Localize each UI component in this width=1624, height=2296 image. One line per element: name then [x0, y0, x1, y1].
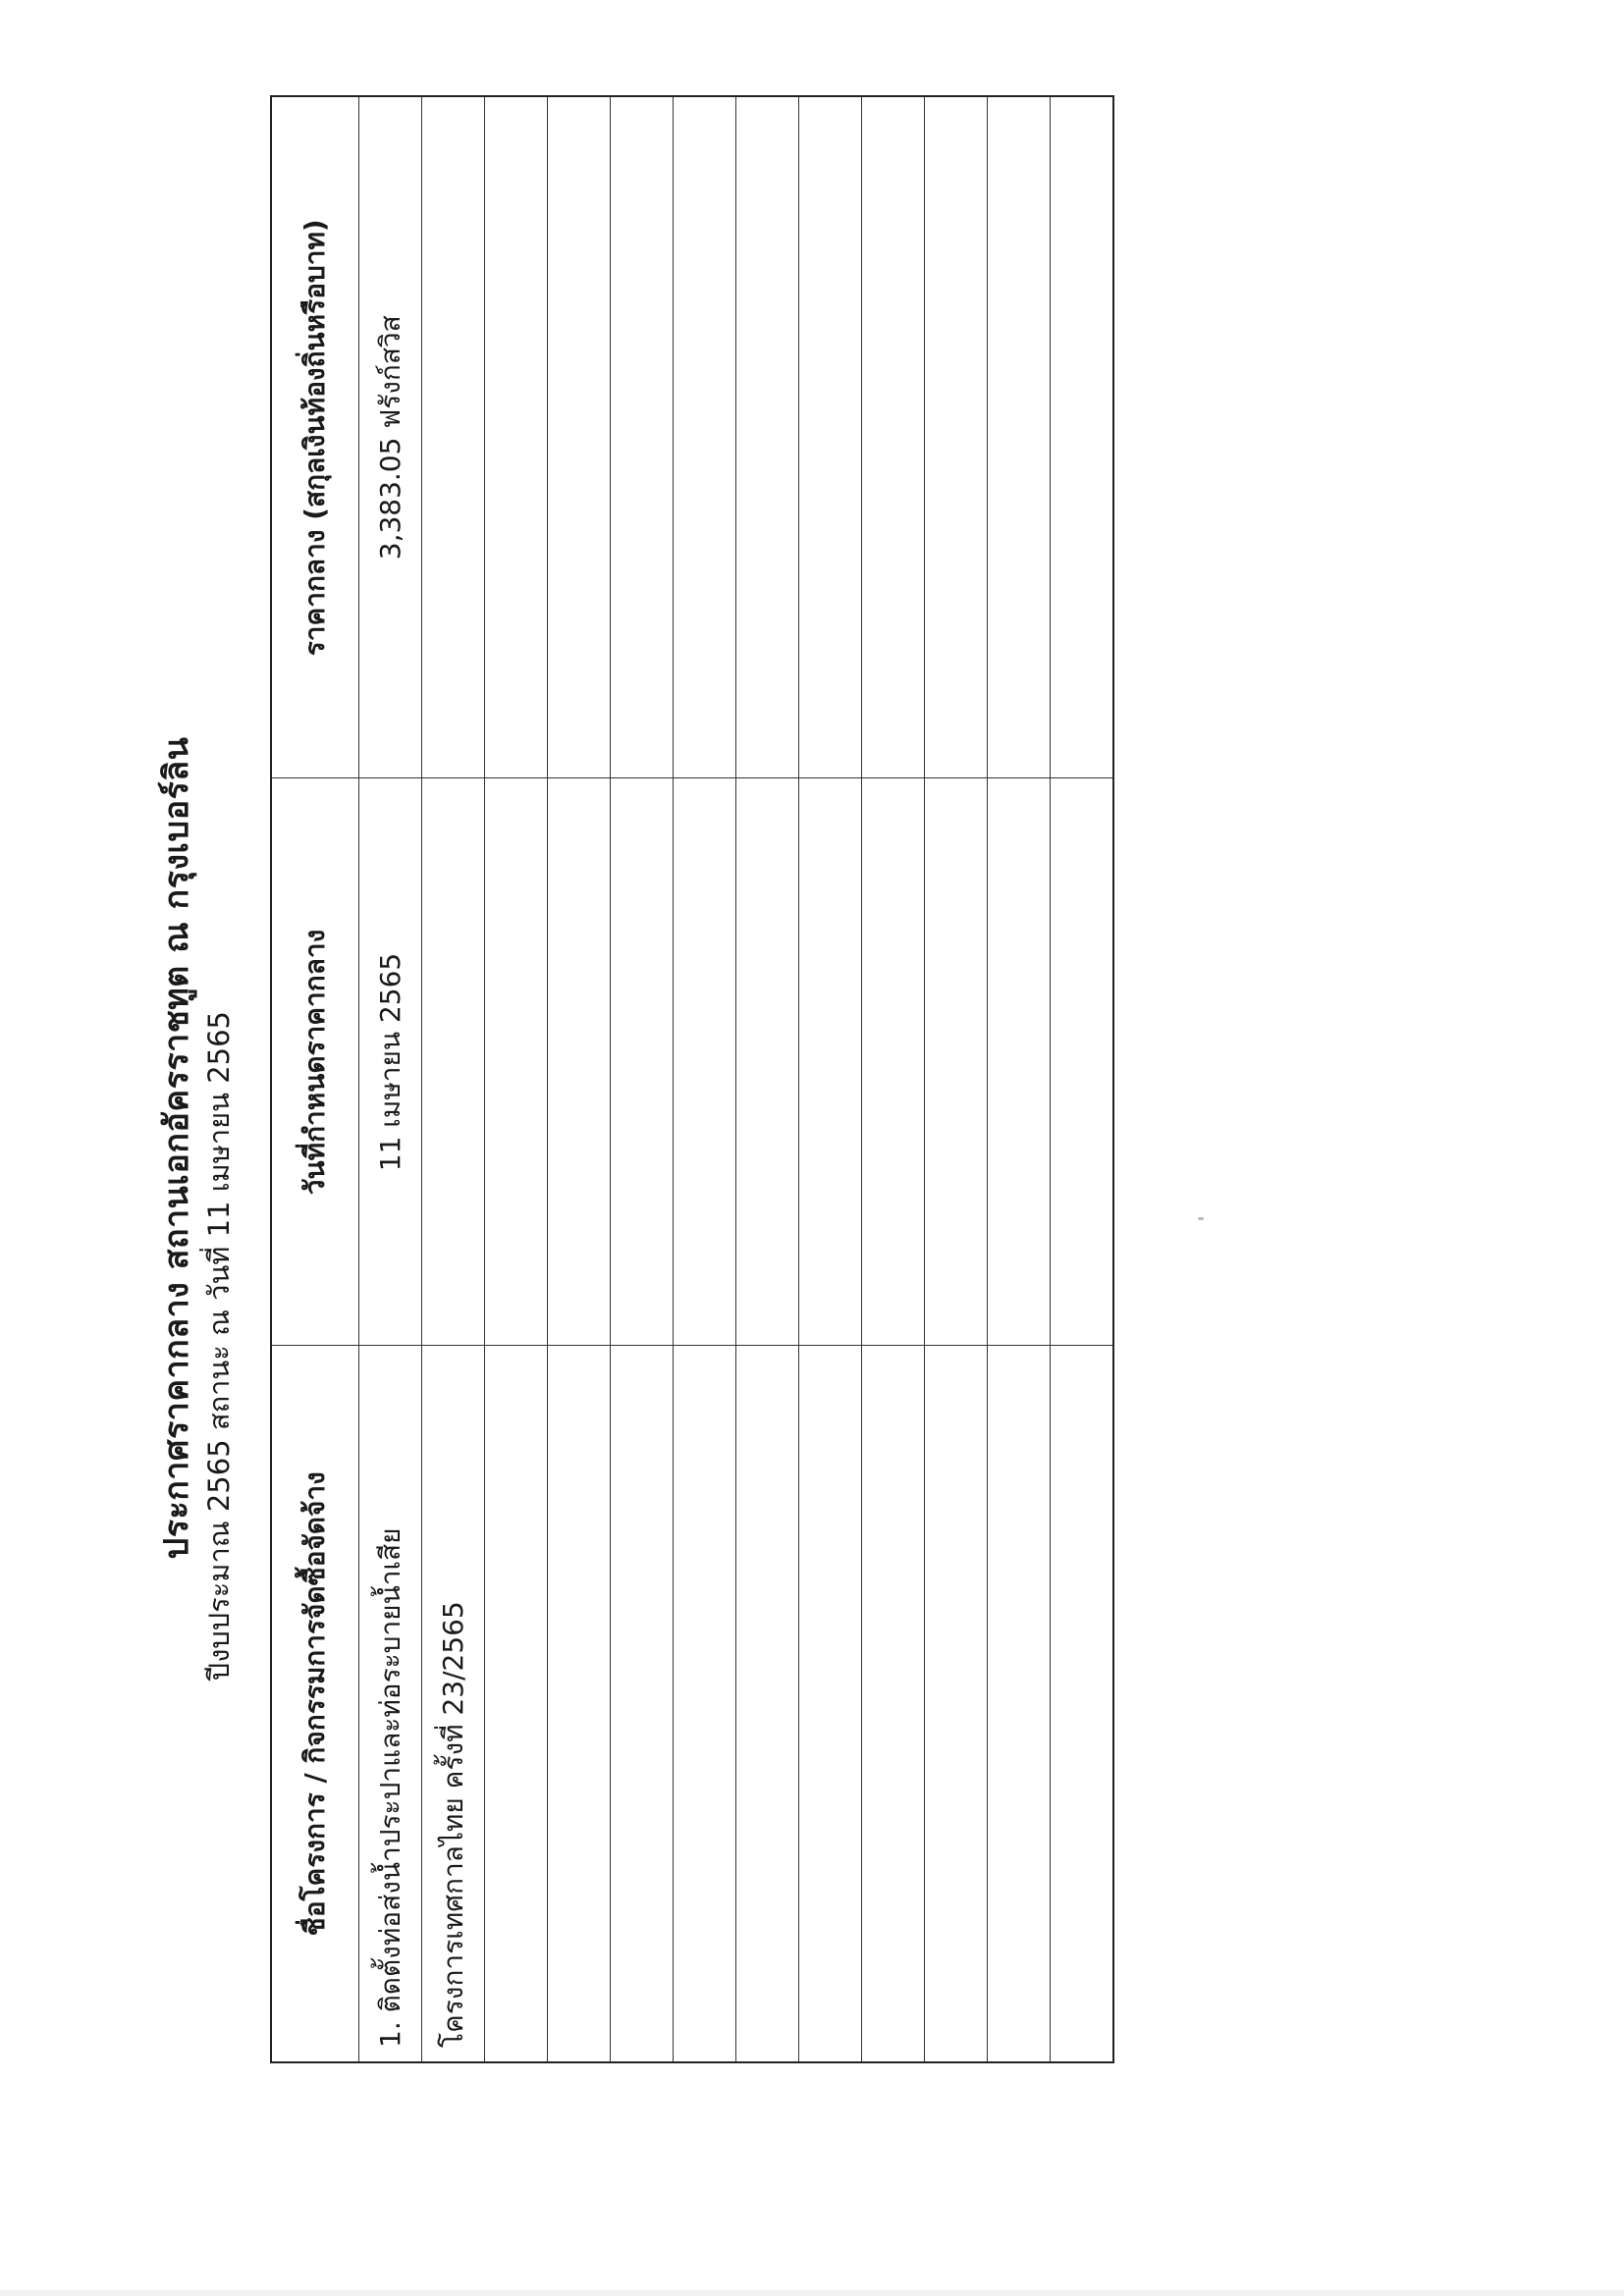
header-price-date: วันที่กำหนดราคากลาง [271, 778, 359, 1346]
cell-price [548, 96, 611, 778]
cell-price [799, 96, 862, 778]
fiscal-year-status: ปีงบประมาณ 2565 สถานะ ณ วันที่ 11 เมษายน 2565 [202, 1011, 236, 1682]
cell-project [548, 1346, 611, 2062]
table-row [1051, 96, 1114, 2062]
table-row [736, 96, 799, 2062]
cell-project [1051, 1346, 1114, 2062]
cell-project [925, 1346, 988, 2062]
document-title: ประกาศราคากลาง สถานเอกอัครราชทูต ณ กรุงเบอร์ลิน [157, 736, 196, 1560]
cell-price [736, 96, 799, 778]
table-row [422, 96, 485, 2062]
table-row [611, 96, 674, 2062]
cell-date [799, 778, 862, 1346]
cell-project [862, 1346, 925, 2062]
table-row [359, 96, 422, 2062]
cell-date [736, 778, 799, 1346]
cell-price [862, 96, 925, 778]
cell-project: โครงการเทศกาลไทย ครั้งที่ 23/2565 [422, 1346, 485, 2062]
header-project-name: ชื่อโครงการ / กิจกรรมการจัดซื้อจัดจ้าง [271, 1346, 359, 2062]
cell-price [485, 96, 548, 778]
cell-price [611, 96, 674, 778]
reference-price-table [270, 95, 1114, 2063]
cell-project [485, 1346, 548, 2062]
table-row [485, 96, 548, 2062]
table-row [988, 96, 1051, 2062]
cell-price [988, 96, 1051, 778]
cell-date [988, 778, 1051, 1346]
table-row [799, 96, 862, 2062]
cell-price [925, 96, 988, 778]
cell-date [485, 778, 548, 1346]
cell-price [1051, 96, 1114, 778]
table-row [862, 96, 925, 2062]
table-row [925, 96, 988, 2062]
cell-project: 1. ติดตั้งท่อส่งน้ำประปาและท่อระบายน้ำเสีย [359, 1346, 422, 2062]
cell-project [674, 1346, 736, 2062]
cell-date [674, 778, 736, 1346]
table-header-row [271, 96, 359, 2062]
cell-price: 3,383.05 ฟรังก์สวิส [359, 96, 422, 778]
table-row [548, 96, 611, 2062]
cell-date [1051, 778, 1114, 1346]
cell-project [988, 1346, 1051, 2062]
scan-speck [1198, 1217, 1204, 1220]
cell-date: 11 เมษายน 2565 [359, 778, 422, 1346]
cell-project [611, 1346, 674, 2062]
cell-project [799, 1346, 862, 2062]
cell-date [548, 778, 611, 1346]
cell-price [674, 96, 736, 778]
cell-date [862, 778, 925, 1346]
scan-bottom-edge [0, 2290, 1624, 2296]
table-row [674, 96, 736, 2062]
cell-price [422, 96, 485, 778]
cell-date [422, 778, 485, 1346]
header-reference-price: ราคากลาง (สกุลเงินท้องถิ่นหรือบาท) [271, 96, 359, 778]
cell-date [611, 778, 674, 1346]
cell-project [736, 1346, 799, 2062]
cell-date [925, 778, 988, 1346]
